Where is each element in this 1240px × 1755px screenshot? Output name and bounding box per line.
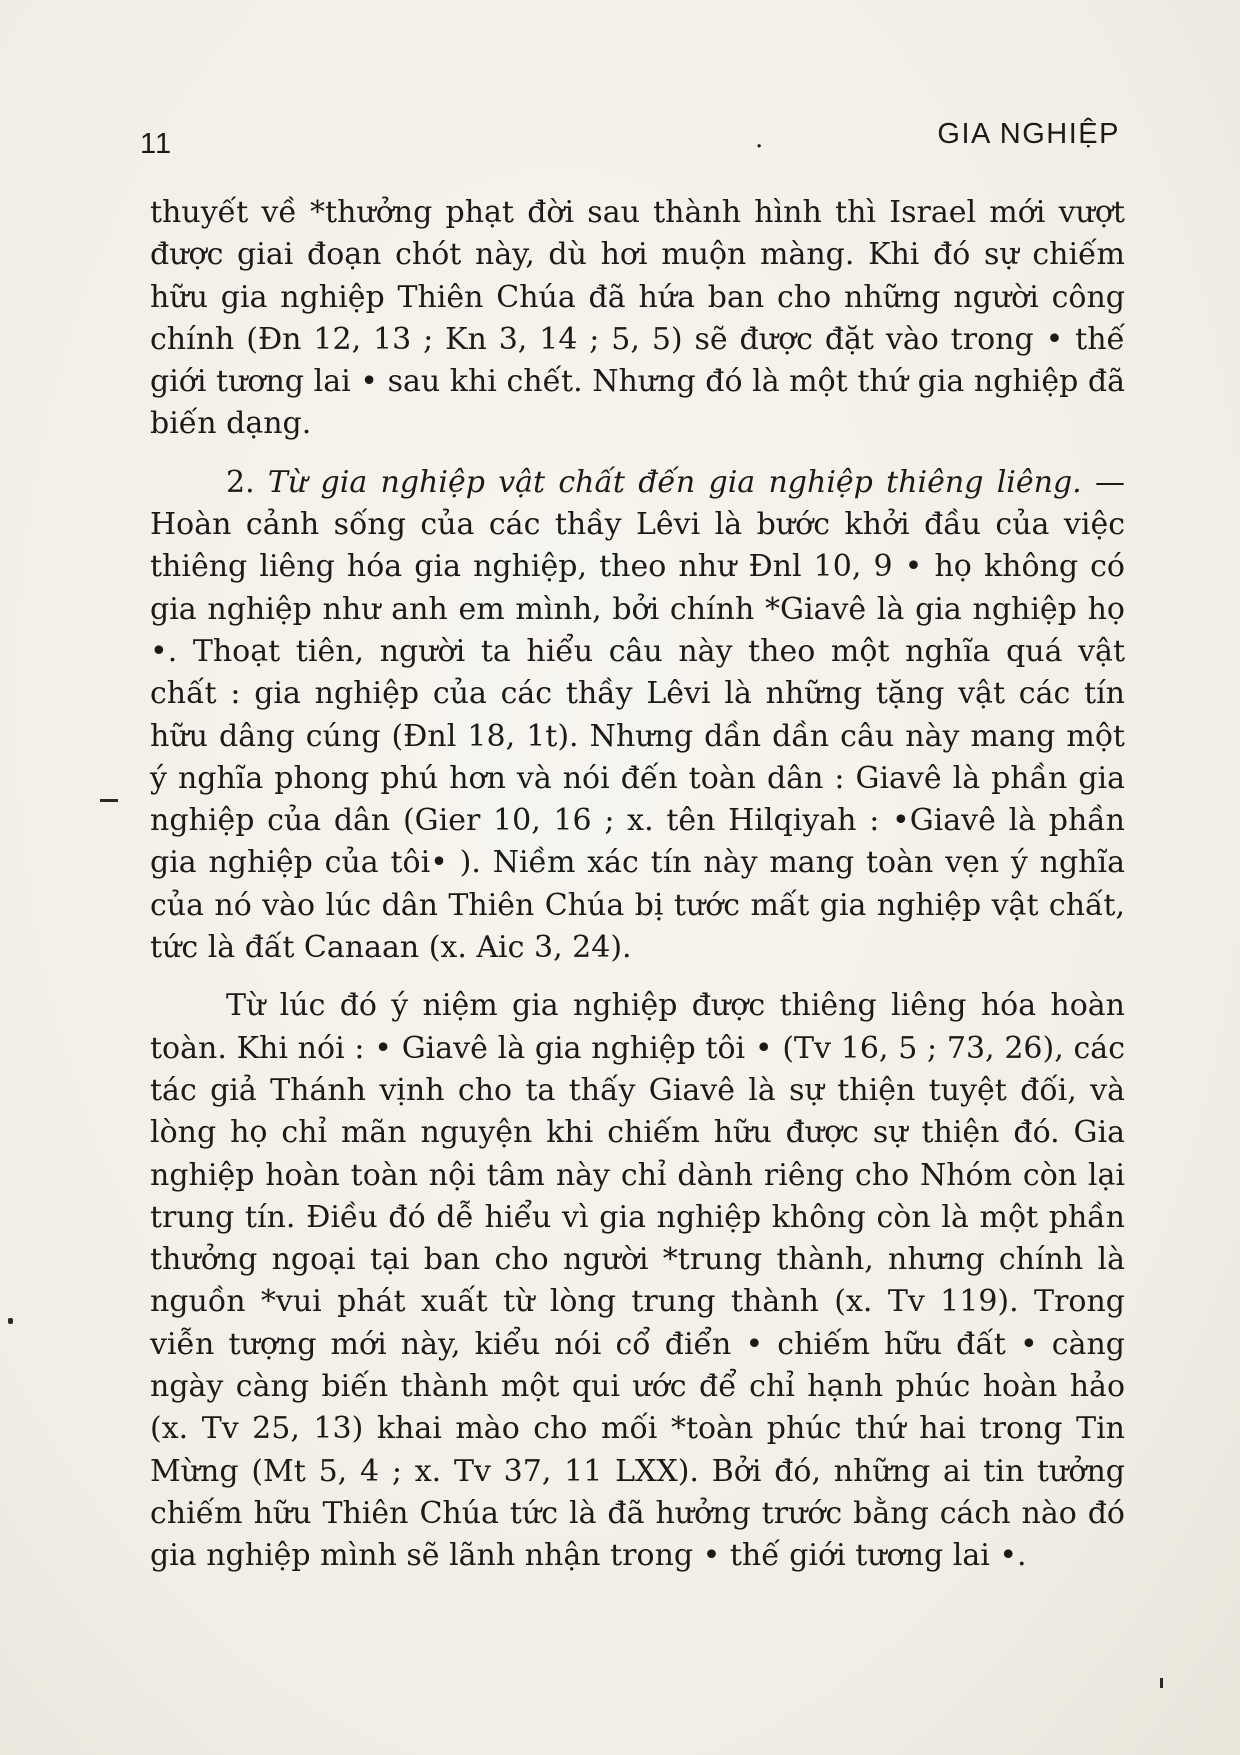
paragraph-1: thuyết về *thưởng phạt đời sau thành hình thì Israel mới vượt được giai đoạn chót này, dù hơi muộn màng. Khi đó sự chiếm hữu gia nghiệp Thiên Chúa đã hứa ban cho những người công chính (Đn 12, 13 ; Kn 3, 14 ; 5, 5) sẽ được đặt vào trong • thế giới tương lai • sau khi chết. Nhưng đó là một thứ gia nghiệp đã biến dạng. [150,195,1125,442]
margin-tick-mark [1160,1678,1163,1688]
page-number: 11 [140,128,173,160]
running-title: GIA NGHIỆP [937,118,1120,150]
paragraph-2 [150,462,1125,970]
paragraph-2-text: — Hoàn cảnh sống của các thầy Lêvi là bước khởi đầu của việc thiêng liêng hóa gia nghiệp, theo như Đnl 10, 9 • họ không có gia nghiệp như anh em mình, bởi chính *Giavê là gia nghiệp họ •. Thoạt tiên, người ta hiểu câu này theo một nghĩa quá vật chất : gia nghiệp của các thầy Lêvi là những tặng vật các tín hữu dâng cúng (Đnl 18, 1t). Nhưng dần dần câu này mang một ý nghĩa phong phú hơn và nói đến toàn dân : Giavê là phần gia nghiệp của dân (Gier 10, 16 ; x. tên Hilqiyah : •Giavê là phần gia nghiệp của tôi• ). Niềm xác tín này mang toàn vẹn ý nghĩa của nó vào lúc dân Thiên Chúa bị tước mất gia nghiệp vật chất, tức là đất Canaan (x. Aic 3, 24). [150,464,1125,966]
margin-dot-mark [8,1318,13,1324]
body-text [150,192,1125,1578]
header-separator: . [755,124,764,154]
paragraph-3: Từ lúc đó ý niệm gia nghiệp được thiêng liêng hóa hoàn toàn. Khi nói : • Giavê là gia nghiệp tôi • (Tv 16, 5 ; 73, 26), các tác giả Thánh vịnh cho ta thấy Giavê là sự thiện tuyệt đối, và lòng họ chỉ mãn nguyện khi chiếm hữu được sự thiện đó. Gia nghiệp hoàn toàn nội tâm này chỉ dành riêng cho Nhóm còn lại trung tín. Điều đó dễ hiểu vì gia nghiệp không còn là một phần thưởng ngoại tại ban cho người *trung thành, nhưng chính là nguồn *vui phát xuất từ lòng trung thành (x. Tv 119). Trong viễn tượng mới này, kiểu nói cổ điển • chiếm hữu đất • càng ngày càng biến thành một qui ước để chỉ hạnh phúc hoàn hảo (x. Tv 25, 13) khai mào cho mối *toàn phúc thứ hai trong Tin Mừng (Mt 5, 4 ; x. Tv 37, 11 LXX). Bởi đó, những ai tin tưởng chiếm hữu Thiên Chúa tức là đã hưởng trước bằng cách nào đó gia nghiệp mình sẽ lãnh nhận trong • thế giới tương lai •. [150,988,1125,1574]
section-title: Từ gia nghiệp vật chất đến gia nghiệp thiêng liêng. [267,464,1082,500]
margin-dash-mark [100,799,118,802]
section-number: 2. [226,464,255,500]
page-header [140,118,1120,158]
